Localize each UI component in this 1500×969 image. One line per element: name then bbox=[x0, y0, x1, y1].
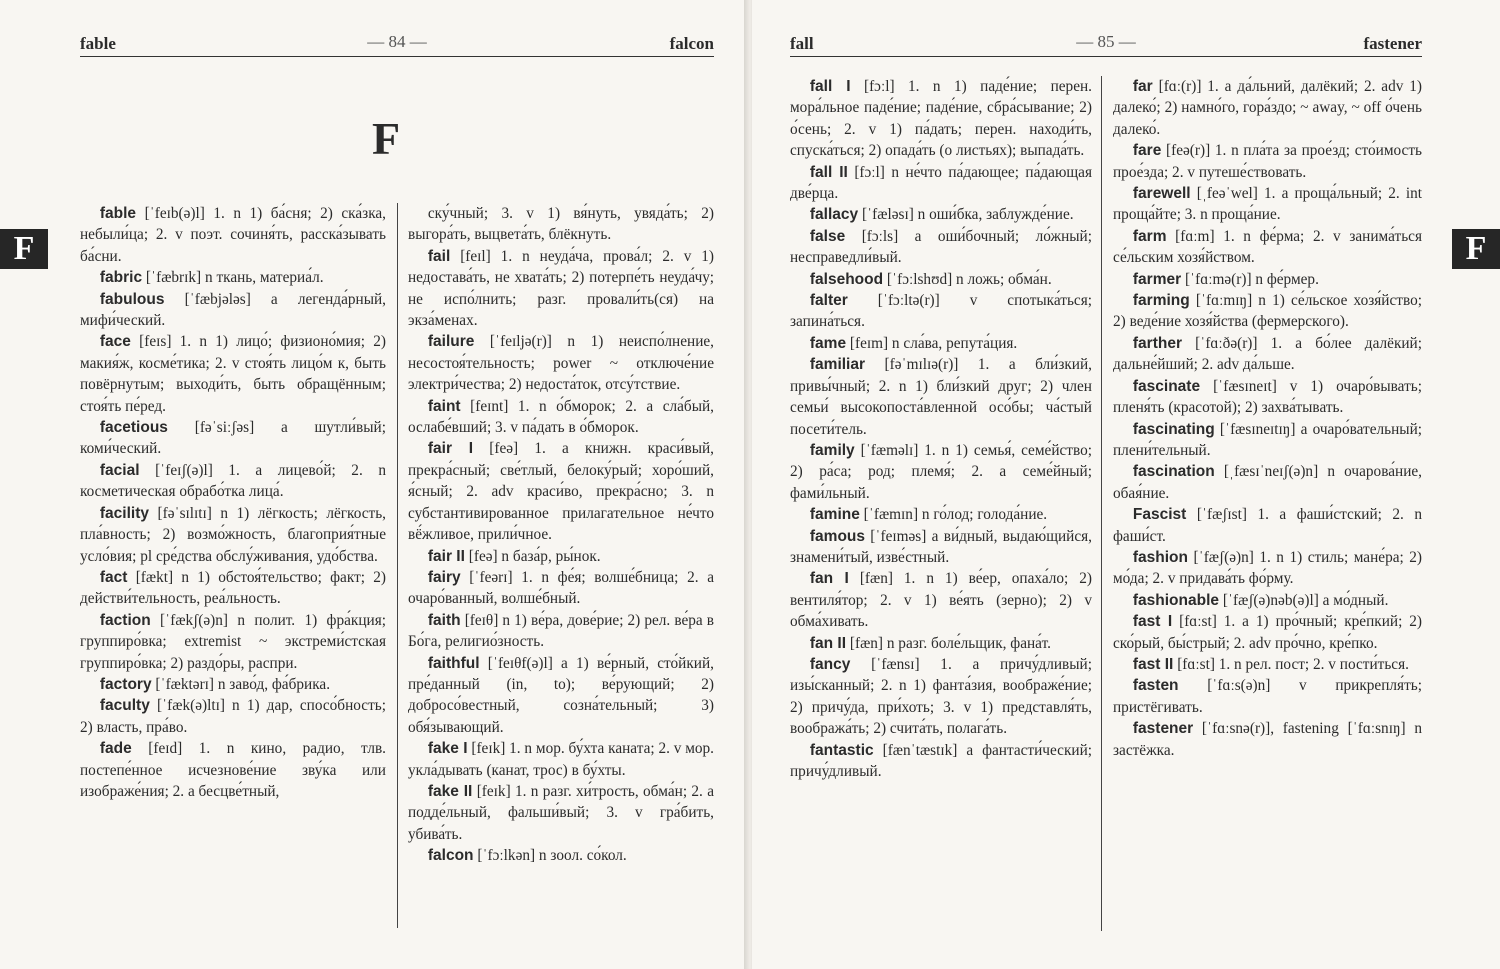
dictionary-entry bbox=[790, 504, 1092, 525]
dictionary-entry bbox=[1113, 611, 1422, 654]
entry-headword: factory bbox=[99, 675, 152, 693]
entry-definition: [fəˈmɪlɪə(r)] 1. a бли́зкий, привы́чный; 2. n 1) бли́зкий друг; 2) член семьи́ высокопоста́вленной осо́бы; ча́стый посети́тель. bbox=[790, 356, 1092, 438]
entry-definition: [fæn] 1. n 1) ве́ер, опаха́ло; 2) вентиля́тор; 2. v 1) ве́ять (зерно); 2) v обма́хивать. bbox=[790, 570, 1092, 631]
entry-headword: famous bbox=[809, 527, 865, 545]
left-page bbox=[0, 0, 748, 969]
entry-headword: fascination bbox=[1132, 463, 1215, 481]
page-number: — 84 — bbox=[367, 32, 427, 51]
dictionary-entry bbox=[790, 226, 1092, 269]
header-left-word: fable bbox=[80, 34, 116, 53]
dictionary-entry bbox=[80, 289, 386, 332]
right-page bbox=[752, 0, 1500, 969]
dictionary-entry bbox=[408, 845, 714, 866]
dictionary-entry bbox=[790, 654, 1092, 740]
entry-definition: [fænˈtæstɪk] a фантасти́ческий; причу́дливый. bbox=[790, 741, 1093, 780]
entry-headword: fame bbox=[809, 334, 847, 352]
entry-headword: fasten bbox=[1132, 677, 1179, 695]
entry-headword: fascinating bbox=[1132, 420, 1215, 438]
entry-headword: fade bbox=[99, 740, 132, 758]
entry-headword: family bbox=[809, 441, 855, 459]
dictionary-entry bbox=[1113, 419, 1422, 462]
running-head bbox=[80, 32, 714, 57]
entry-definition: [ˈfæktərɪ] n заво́д, фа́брика. bbox=[155, 675, 331, 693]
dictionary-entry bbox=[1113, 718, 1422, 761]
entry-definition: [ˈfænsɪ] 1. a причу́дливый; изы́сканный; 2. n 1) фанта́зия, воображе́ние; 2) причу́да, при́хоть; 3. v 1) представля́ть, вообража́ть; 2) счита́ть, полага́ть. bbox=[790, 655, 1092, 738]
dictionary-entry bbox=[1113, 183, 1422, 226]
dictionary-entry bbox=[1113, 376, 1422, 419]
entry-headword: faithful bbox=[427, 654, 480, 672]
entry-headword: faith bbox=[427, 611, 461, 629]
entry-headword: fast I bbox=[1132, 613, 1173, 631]
dictionary-entry bbox=[1113, 269, 1422, 290]
column-1 bbox=[790, 76, 1092, 782]
entry-definition: [ˈfɑːmə(r)] n фе́рмер. bbox=[1184, 270, 1319, 288]
entry-headword: fashion bbox=[1132, 548, 1188, 566]
header-right-word: falcon bbox=[669, 34, 714, 53]
entry-headword: familiar bbox=[809, 356, 866, 374]
dictionary-entry bbox=[408, 396, 714, 439]
entry-headword: fallacy bbox=[809, 206, 859, 224]
entry-definition: [feə] n база́р, ры́нок. bbox=[468, 547, 601, 565]
entry-definition: [fɑː(r)] 1. a да́льний, далёкий; 2. adv 1) далеко́; 2) намно́го, гора́здо; ~ away, ~ off о́чень далеко́. bbox=[1113, 78, 1423, 138]
entry-definition: [ˈfeɪməs] a ви́дный, выдаю́щийся, знамени́тый, изве́стный. bbox=[790, 527, 1092, 566]
entry-headword: face bbox=[99, 333, 131, 351]
dictionary-entry bbox=[790, 269, 1092, 290]
dictionary-entry bbox=[80, 695, 386, 738]
dictionary-entry bbox=[790, 633, 1092, 654]
entry-definition: [fəˈsiːʃəs] a шутли́вый; коми́ческий. bbox=[80, 419, 386, 458]
dictionary-entry bbox=[80, 567, 386, 610]
entry-definition: [ˈfæsɪneɪt] v 1) очаро́вывать; пленя́ть (красотой); 2) захва́тывать. bbox=[1113, 377, 1422, 417]
entry-headword: farewell bbox=[1132, 185, 1191, 203]
entry-headword: fall II bbox=[809, 163, 848, 181]
dictionary-entry bbox=[1113, 675, 1422, 718]
dictionary-entry bbox=[408, 331, 714, 395]
entry-definition: [ˈfækʃ(ə)n] n полит. 1) фра́кция; группиро́вка; extremist ~ экстреми́стская группиро́вка; 2) раздо́ры, распри. bbox=[80, 611, 386, 672]
dictionary-entry bbox=[790, 204, 1092, 225]
column-2 bbox=[1113, 76, 1422, 761]
entry-definition: [ˈfɑːs(ə)n] v прикрепля́ть; пристёгивать. bbox=[1113, 677, 1422, 716]
entry-definition: [fækt] n 1) обстоя́тельство; факт; 2) действи́тельность, реа́льность. bbox=[80, 568, 386, 608]
entry-headword: farming bbox=[1132, 292, 1190, 310]
entry-definition: [ˈfæʃ(ə)n] 1. n 1) стиль; мане́ра; 2) мо́да; 2. v придава́ть фо́рму. bbox=[1113, 548, 1422, 588]
entry-definition: [ˈfeɪθf(ə)l] a 1) ве́рный, сто́йкий, пре́данный (in, to); ве́рующий; 2) добросо́вестный, созна́тельный; 3) обя́зывающий. bbox=[408, 654, 714, 736]
thumb-index-tab: F bbox=[1452, 229, 1500, 269]
page-number: — 85 — bbox=[1076, 32, 1136, 51]
dictionary-entry bbox=[80, 460, 386, 503]
dictionary-entry bbox=[790, 568, 1092, 632]
entry-headword: fantastic bbox=[809, 741, 874, 759]
dictionary-entry bbox=[80, 503, 386, 567]
dictionary-entry bbox=[80, 738, 386, 802]
dictionary-entry bbox=[408, 738, 714, 781]
entry-definition: [fɔːls] a оши́бочный; ло́жный; несправедли́вый. bbox=[790, 227, 1092, 267]
entry-headword: fake I bbox=[427, 740, 468, 758]
entry-definition: [ˈfeɪʃ(ə)l] 1. a лицево́й; 2. n косметическая обрабо́тка лица́. bbox=[80, 461, 386, 501]
entry-definition: [feɪd] 1. n кино, радио, тлв. постепе́нное исчезнове́ние зву́ка или изображе́ния; 2. a бесцве́тный, bbox=[80, 740, 387, 800]
header-right-word: fastener bbox=[1363, 34, 1422, 53]
entry-headword: fare bbox=[1132, 142, 1162, 160]
entry-definition: [feɪk] 1. n разг. хи́трость, обма́н; 2. a подде́льный, фальши́вый; 3. v гра́бить, убива́ть. bbox=[408, 782, 715, 843]
dictionary-entry bbox=[790, 354, 1092, 440]
dictionary-entry bbox=[1113, 590, 1422, 611]
dictionary-entry bbox=[790, 526, 1092, 569]
entry-definition: [ˈfeərɪ] 1. n фе́я; волше́бница; 2. a очаро́ванный, волше́бный. bbox=[408, 568, 714, 608]
dictionary-entry bbox=[408, 781, 714, 845]
dictionary-entry bbox=[1113, 290, 1422, 333]
entry-definition: [fæn] n разг. боле́льщик, фана́т. bbox=[849, 634, 1051, 652]
dictionary-entry bbox=[790, 333, 1092, 354]
column-divider bbox=[1101, 76, 1102, 931]
dictionary-entry bbox=[1113, 333, 1422, 376]
entry-headword: famine bbox=[809, 506, 860, 524]
entry-headword: fan I bbox=[809, 570, 849, 588]
entry-definition: [ˈfɑːsnə(r)], fastening [ˈfɑːsnɪŋ] n застёжка. bbox=[1113, 720, 1422, 759]
entry-headword: fact bbox=[99, 568, 128, 586]
entry-definition: [ˈfɔːltə(r)] v спотыка́ться; запина́ться. bbox=[790, 292, 1093, 331]
running-head bbox=[790, 32, 1422, 57]
entry-definition: [ˈfæʃɪst] 1. a фаши́стский; 2. n фаши́ст. bbox=[1113, 506, 1422, 545]
entry-definition: [fɔːl] 1. n 1) паде́ние; перен. мора́льное паде́ние; паде́ние, сбра́сывание; 2) о́сень; 2. v 1) па́дать; перен. находи́ть, спуска́ться; 2) опада́ть (о листьях); выпада́ть. bbox=[790, 78, 1093, 160]
dictionary-entry bbox=[1113, 226, 1422, 269]
entry-definition: [feɪθ] n 1) ве́ра, дове́рие; 2) рел. ве́ра в Бо́га, религио́зность. bbox=[408, 611, 714, 651]
entry-definition: [ˈfeɪljə(r)] n 1) неиспо́лнение, несостоя́тельность; power ~ отключе́ние электри́чества; 2) недоста́ток, отсу́тствие. bbox=[408, 333, 714, 394]
entry-headword: fancy bbox=[809, 655, 851, 673]
entry-headword: fair I bbox=[427, 440, 474, 458]
column-1 bbox=[80, 203, 386, 802]
dictionary-entry bbox=[790, 740, 1092, 783]
entry-definition: [ˈfɔːlkən] n зоол. со́кол. bbox=[477, 847, 627, 865]
dictionary-entry bbox=[80, 203, 386, 267]
dictionary-entry bbox=[408, 567, 714, 610]
entry-definition: [ˈfeɪb(ə)l] 1. n 1) ба́сня; 2) ска́зка, небыли́ца; 2. v поэт. сочиня́ть, расска́зывать ба́сни. bbox=[80, 205, 387, 265]
dictionary-entry bbox=[408, 653, 714, 739]
dictionary-entry bbox=[408, 546, 714, 567]
column-2 bbox=[408, 203, 714, 867]
dictionary-entry bbox=[790, 76, 1092, 162]
entry-headword: fan II bbox=[809, 634, 847, 652]
entry-headword: farm bbox=[1132, 227, 1167, 245]
entry-definition: [ˈfɔːlshʊd] n ложь; обма́н. bbox=[886, 270, 1052, 288]
entry-headword: faculty bbox=[99, 697, 150, 715]
entry-headword: fail bbox=[427, 247, 451, 265]
entry-definition: [feə] 1. a книжн. краси́вый, прекра́сный; све́тлый, белоку́рый; хоро́ший, я́сный; 2. adv краси́во, прекра́сно; 3. n субстантивированное прилагательное не́что вё́жливое, прили́чное. bbox=[408, 440, 715, 544]
dictionary-entry bbox=[1113, 76, 1422, 140]
entry-headword: false bbox=[809, 227, 846, 245]
entry-headword: fast II bbox=[1132, 655, 1174, 673]
entry-definition: [fɑːst] 1. n рел. пост; 2. v пости́ться. bbox=[1177, 655, 1409, 673]
entry-headword: fabulous bbox=[99, 290, 165, 308]
entry-definition: [fəˈsɪlɪtɪ] n 1) лёгкость; лёгкость, пла́вность; 2) возмо́жность, благоприя́тные усло́вия; pl сре́дства обслу́живания, удо́бства. bbox=[80, 504, 387, 565]
entry-headword: fall I bbox=[809, 78, 851, 95]
entry-definition: [feɪk] 1. n мор. бу́хта каната; 2. v мор. укла́дывать (канат, трос) в бу́хты. bbox=[408, 740, 715, 779]
entry-definition: [ˈfæbrɪk] n ткань, материа́л. bbox=[145, 269, 324, 287]
entry-headword: fake II bbox=[427, 782, 473, 800]
dictionary-entry bbox=[80, 267, 386, 288]
entry-headword: fastener bbox=[1132, 720, 1194, 738]
entry-definition: [fɔːl] n не́что па́дающее; па́дающая две́рца. bbox=[790, 163, 1092, 203]
entry-headword: fabric bbox=[99, 269, 143, 287]
entry-headword: faint bbox=[427, 397, 461, 415]
entry-definition: [feə(r)] 1. n пла́та за прое́зд; сто́имость прое́зда; 2. v путеше́ствовать. bbox=[1113, 142, 1422, 181]
entry-headword: fascinate bbox=[1132, 377, 1201, 395]
entry-definition: [ˈfɑːðə(r)] 1. a бо́лее далёкий; дальне́йший; 2. adv да́льше. bbox=[1113, 334, 1422, 374]
dictionary-entry bbox=[408, 610, 714, 653]
dictionary-entry bbox=[80, 331, 386, 417]
entry-definition: [ˌfeəˈwel] 1. a проща́льный; 2. int проща́йте; 3. n проща́ние. bbox=[1113, 185, 1423, 224]
entry-definition: [feɪm] n сла́ва, репута́ция. bbox=[849, 334, 1018, 352]
entry-headword: farther bbox=[1132, 334, 1182, 352]
entry-headword: falter bbox=[809, 292, 848, 310]
dictionary-entry bbox=[790, 290, 1092, 333]
dictionary-entry bbox=[80, 417, 386, 460]
entry-headword: facetious bbox=[99, 419, 168, 437]
dictionary-entry bbox=[408, 438, 714, 545]
dictionary-entry bbox=[790, 162, 1092, 205]
entry-definition: [fɑːst] 1. a 1) про́чный; кре́пкий; 2) ско́рый, бы́стрый; 2. adv про́чно, кре́пко. bbox=[1113, 613, 1422, 652]
entry-headword: fairy bbox=[427, 568, 461, 586]
header-left-word: fall bbox=[790, 34, 814, 53]
dictionary-entry bbox=[790, 440, 1092, 504]
entry-headword: facility bbox=[99, 504, 149, 522]
entry-headword: far bbox=[1132, 78, 1153, 95]
dictionary-entry bbox=[408, 246, 714, 332]
entry-definition: [ˈfæbjələs] a легенда́рный, мифи́ческий. bbox=[80, 290, 386, 330]
entry-definition: [fɑːm] 1. n фе́рма; 2. v занима́ться се́льским хозя́йством. bbox=[1113, 227, 1422, 267]
entry-definition: [ˈfæk(ə)ltɪ] n 1) дар, спосо́бность; 2) власть, пра́во. bbox=[80, 697, 386, 736]
column-divider bbox=[397, 203, 398, 928]
thumb-index-tab: F bbox=[0, 229, 48, 269]
entry-headword: fashionable bbox=[1132, 591, 1220, 609]
dictionary-entry bbox=[1113, 461, 1422, 504]
entry-headword: facial bbox=[99, 461, 140, 479]
entry-headword: faction bbox=[99, 611, 151, 629]
entry-headword: fair II bbox=[427, 547, 465, 565]
dictionary-entry bbox=[1113, 504, 1422, 547]
entry-headword: falcon bbox=[427, 847, 474, 865]
dictionary-entry bbox=[1113, 140, 1422, 183]
entry-headword: farmer bbox=[1132, 270, 1182, 288]
entry-definition: ску́чный; 3. v 1) вя́нуть, увяда́ть; 2) выгора́ть, выцвета́ть, блёкнуть. bbox=[408, 205, 714, 244]
section-letter: F bbox=[372, 113, 401, 164]
entry-definition: [ˈfæləsɪ] n оши́бка, заблужде́ние. bbox=[861, 206, 1074, 224]
dictionary-entry bbox=[1113, 654, 1422, 675]
entry-definition: [feɪnt] 1. n о́бморок; 2. a сла́бый, ослабе́вший; 3. v па́дать в о́бморок. bbox=[408, 397, 714, 437]
entry-definition: [ˈfæməlɪ] 1. n 1) семья́, семе́йство; 2) ра́са; род; племя́; 2. a семе́йный; фами́льный. bbox=[790, 441, 1092, 502]
entry-definition: [ˈfæmɪn] n го́лод; голода́ние. bbox=[863, 506, 1048, 524]
entry-definition: [ˈfæsɪneɪtɪŋ] a очаро́вательный; плени́тельный. bbox=[1113, 420, 1423, 459]
entry-definition: [ˌfæsɪˈneɪʃ(ə)n] n очарова́ние, обая́ние. bbox=[1113, 463, 1422, 502]
entry-definition: [ˈfɑːmɪŋ] n 1) се́льское хозя́йство; 2) веде́ние хозя́йства (фермерского). bbox=[1113, 292, 1422, 331]
entry-definition: [feɪl] 1. n неуда́ча, прова́л; 2. v 1) недостава́ть, не хвата́ть; 2) потерпе́ть неуда́чу; не испо́лнить; разг. провали́ть(ся) на экза́менах. bbox=[408, 247, 715, 330]
dictionary-entry bbox=[1113, 547, 1422, 590]
entry-headword: falsehood bbox=[809, 270, 884, 288]
dictionary-entry bbox=[408, 203, 714, 246]
entry-definition: [feɪs] 1. n 1) лицо́; физионо́мия; 2) макия́ж, косме́тика; 2. v стоя́ть лицо́м к, быть повёрнутым; выходи́ть, быть обращённым; стоя́ть пе́ред. bbox=[80, 333, 386, 415]
dictionary-entry bbox=[80, 674, 386, 695]
entry-headword: Fascist bbox=[1132, 506, 1187, 524]
dictionary-entry bbox=[80, 610, 386, 674]
entry-headword: fable bbox=[99, 205, 137, 222]
entry-definition: [ˈfæʃ(ə)nəb(ə)l] a мо́дный. bbox=[1222, 591, 1389, 609]
entry-headword: failure bbox=[427, 333, 475, 351]
